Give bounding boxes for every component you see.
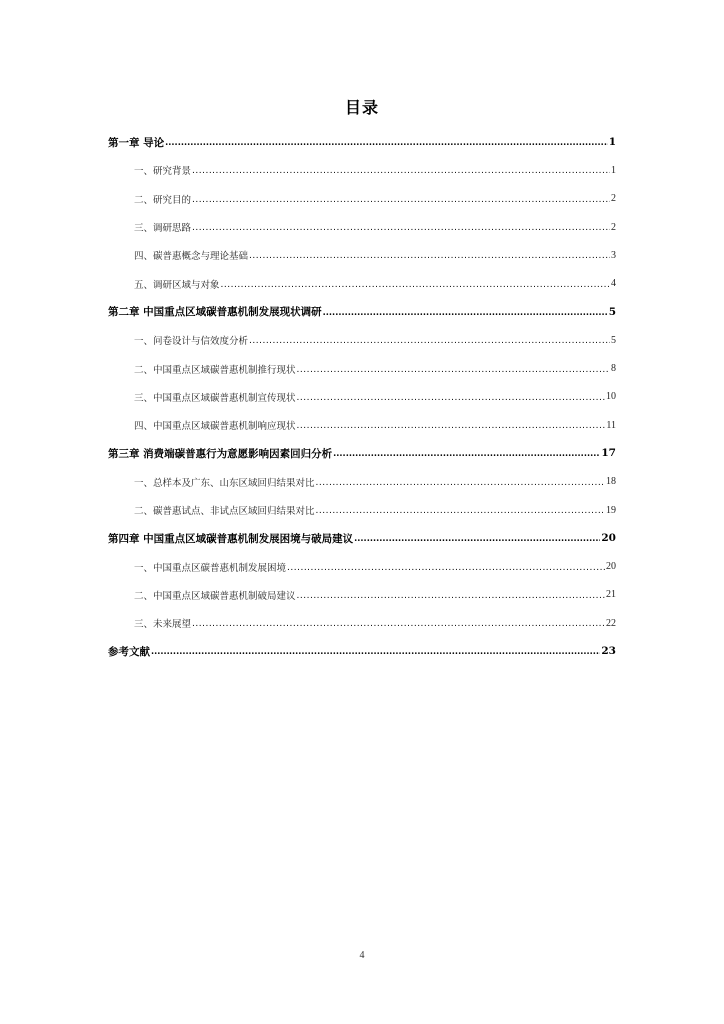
toc-section-entry[interactable]	[108, 468, 616, 496]
toc-section-entry[interactable]	[108, 609, 616, 637]
toc-entry-label: 二、碳普惠试点、非试点区域回归结果对比	[134, 506, 315, 517]
toc-dot-leader	[165, 138, 608, 148]
toc-dot-leader	[323, 308, 608, 318]
toc-entry-page: 2	[611, 193, 616, 205]
toc-entry-label: 三、调研思路	[134, 223, 192, 235]
toc-chapter-entry[interactable]	[108, 439, 616, 467]
toc-section-entry[interactable]	[108, 496, 616, 524]
toc-entry-label: 三、未来展望	[134, 619, 192, 631]
toc-entry-label: 一、研究背景	[134, 166, 192, 178]
page-number: 4	[359, 950, 365, 961]
toc-entry-label: 第二章 中国重点区域碳普惠机制发展现状调研	[108, 306, 322, 319]
toc-dot-leader	[297, 591, 605, 601]
toc-dot-leader	[333, 449, 600, 459]
toc-entry-label: 四、碳普惠概念与理论基础	[134, 251, 249, 263]
toc-entry-label: 第一章 导论	[108, 136, 165, 149]
toc-dot-leader	[151, 647, 600, 657]
toc-entry-label: 五、调研区域与对象	[134, 279, 220, 291]
toc-chapter-entry[interactable]	[108, 128, 616, 156]
toc-chapter-entry[interactable]	[108, 298, 616, 326]
toc-dot-leader	[192, 223, 610, 233]
toc-entry-label: 第三章 消费端碳普惠行为意愿影响因素回归分析	[108, 447, 333, 460]
toc-entry-label: 第四章 中国重点区域碳普惠机制发展困境与破局建议	[108, 532, 354, 545]
toc-section-entry[interactable]	[108, 552, 616, 580]
toc-entry-page: 11	[606, 419, 616, 431]
toc-section-entry[interactable]	[108, 383, 616, 411]
toc-dot-leader	[297, 421, 606, 431]
toc-dot-leader	[249, 336, 610, 346]
toc-section-entry[interactable]	[108, 354, 616, 382]
toc-entry-label: 二、研究目的	[134, 194, 192, 206]
toc-dot-leader	[316, 506, 605, 516]
toc-section-entry[interactable]	[108, 269, 616, 297]
toc-section-entry[interactable]	[108, 581, 616, 609]
toc-entry-page: 5	[611, 334, 616, 346]
toc-dot-leader	[297, 365, 610, 375]
toc-entry-label: 三、中国重点区域碳普惠机制宣传现状	[134, 392, 296, 404]
toc-entry-page: 21	[606, 589, 616, 601]
toc-dot-leader	[297, 393, 605, 403]
toc-dot-leader	[192, 195, 610, 205]
toc-entry-label: 二、中国重点区域碳普惠机制破局建议	[134, 590, 296, 602]
toc-entry-label: 一、中国重点区碳普惠机制发展困境	[134, 562, 287, 574]
toc-entry-page: 1	[608, 136, 616, 149]
table-of-contents	[108, 128, 616, 666]
toc-section-entry[interactable]	[108, 156, 616, 184]
toc-entry-label: 二、中国重点区域碳普惠机制推行现状	[134, 364, 296, 376]
toc-entry-page: 20	[601, 532, 616, 545]
toc-entry-label: 参考文献	[108, 645, 150, 658]
toc-dot-leader	[316, 478, 605, 488]
toc-entry-page: 10	[606, 391, 616, 403]
toc-entry-page: 8	[611, 363, 616, 375]
toc-dot-leader	[192, 619, 605, 629]
toc-chapter-entry[interactable]	[108, 637, 616, 665]
toc-entry-label: 四、中国重点区域碳普惠机制响应现状	[134, 421, 296, 433]
toc-entry-page: 23	[601, 645, 616, 658]
toc-dot-leader	[354, 534, 600, 544]
toc-dot-leader	[221, 280, 610, 290]
toc-section-entry[interactable]	[108, 326, 616, 354]
toc-section-entry[interactable]	[108, 241, 616, 269]
toc-section-entry[interactable]	[108, 213, 616, 241]
toc-dot-leader	[192, 166, 610, 176]
toc-entry-page: 19	[606, 504, 616, 516]
toc-section-entry[interactable]	[108, 185, 616, 213]
toc-entry-page: 5	[608, 305, 616, 318]
toc-entry-page: 2	[611, 221, 616, 233]
toc-section-entry[interactable]	[108, 411, 616, 439]
toc-entry-label: 一、总样本及广东、山东区域回归结果对比	[134, 477, 315, 489]
toc-entry-page: 3	[611, 249, 616, 261]
toc-entry-page: 4	[611, 278, 616, 290]
toc-entry-page: 18	[606, 476, 616, 488]
toc-entry-page: 22	[606, 617, 616, 629]
toc-chapter-entry[interactable]	[108, 524, 616, 552]
page-title: 目录	[344, 98, 379, 117]
toc-entry-label: 一、问卷设计与信效度分析	[134, 336, 249, 348]
toc-dot-leader	[287, 563, 605, 573]
toc-entry-page: 20	[606, 561, 616, 573]
toc-entry-page: 1	[611, 164, 616, 176]
toc-dot-leader	[249, 251, 610, 261]
toc-entry-page: 17	[601, 447, 616, 460]
